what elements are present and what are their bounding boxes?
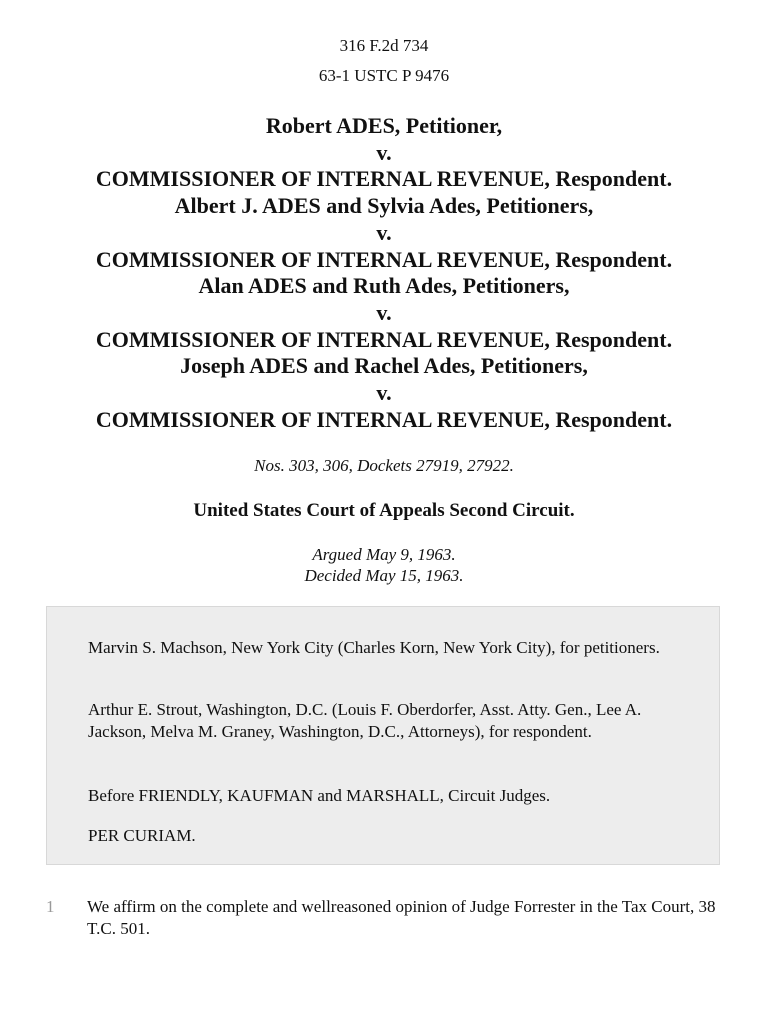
docket-numbers: Nos. 303, 306, Dockets 27919, 27922. [254, 456, 514, 475]
reporter-citation: 316 F.2d 734 [339, 36, 429, 55]
caption-line: Joseph ADES and Rachel Ades, Petitioners, [180, 353, 588, 379]
counsel-respondent: Arthur E. Strout, Washington, D.C. (Louis F. Oberdorfer, Asst. Atty. Gen., Lee A. Jackson, Melva M. Graney, Washington, D.C., Attorneys), for respondent. [88, 700, 642, 741]
counsel-petitioners: Marvin S. Machson, New York City (Charles Korn, New York City), for petitioners. [88, 638, 660, 657]
caption-line: Albert J. ADES and Sylvia Ades, Petitioners, [174, 193, 594, 219]
per-curiam: PER CURIAM. [88, 826, 196, 845]
opinion-paragraph: We affirm on the complete and wellreasoned opinion of Judge Forrester in the Tax Court, 38 T.C. 501. [87, 897, 716, 938]
caption-line: v. [376, 139, 392, 165]
caption-line: COMMISSIONER OF INTERNAL REVENUE, Respondent. [95, 406, 673, 432]
argued-date: Argued May 9, 1963. [312, 545, 456, 564]
caption-line: COMMISSIONER OF INTERNAL REVENUE, Respondent. [95, 326, 673, 352]
case-caption [0, 113, 768, 433]
paragraph-number: 1 [46, 897, 55, 916]
decision-dates [0, 544, 768, 586]
caption-line: COMMISSIONER OF INTERNAL REVENUE, Respondent. [95, 166, 673, 192]
caption-line: Alan ADES and Ruth Ades, Petitioners, [198, 273, 570, 299]
caption-line: v. [376, 219, 392, 245]
decided-date: Decided May 15, 1963. [304, 566, 464, 585]
caption-line: v. [376, 299, 392, 325]
court-name: United States Court of Appeals Second Circuit. [193, 500, 575, 521]
caption-line: COMMISSIONER OF INTERNAL REVENUE, Respondent. [95, 246, 673, 272]
panel-judges: Before FRIENDLY, KAUFMAN and MARSHALL, Circuit Judges. [88, 786, 551, 805]
counsel-box [46, 606, 720, 865]
caption-line: v. [376, 380, 392, 406]
tax-citation: 63-1 USTC P 9476 [318, 66, 450, 85]
caption-line: Robert ADES, Petitioner, [265, 113, 503, 138]
